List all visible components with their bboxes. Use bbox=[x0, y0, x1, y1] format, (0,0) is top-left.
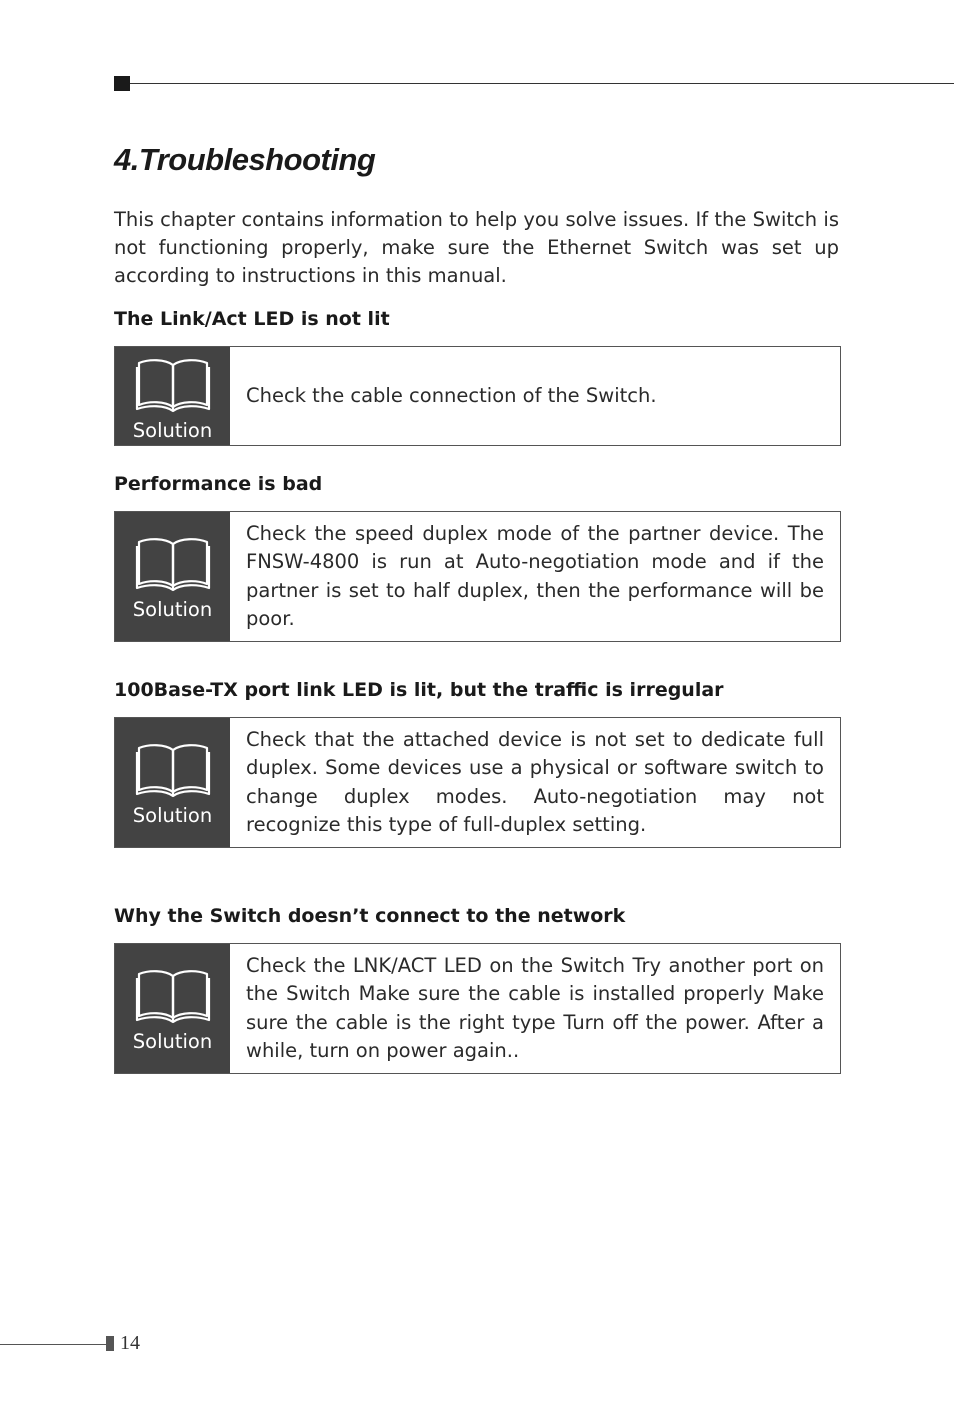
solution-label: Solution bbox=[132, 598, 213, 621]
book-icon bbox=[135, 357, 211, 415]
issue-heading-performance: Performance is bad bbox=[114, 473, 323, 495]
header-rule bbox=[130, 83, 954, 84]
chapter-intro: This chapter contains information to help you solve issues. If the Switch is not functioning properly, make sure the Ethernet Switch was set up according to instructions in this manual. bbox=[114, 208, 839, 287]
issue-heading-no-network: Why the Switch doesn’t connect to the network bbox=[114, 905, 626, 927]
solution-label: Solution bbox=[132, 804, 213, 827]
solution-box-link-act bbox=[114, 346, 841, 446]
solution-icon-cell bbox=[115, 512, 230, 641]
solution-icon-cell bbox=[115, 944, 230, 1073]
solution-text: Check the LNK/ACT LED on the Switch Try another port on the Switch Make sure the cable is installed properly Make sure the cable is the right type Turn off the power. After a while, turn on power again.. bbox=[246, 953, 824, 1062]
book-icon bbox=[135, 536, 211, 594]
solution-text: Check the cable connection of the Switch. bbox=[246, 383, 657, 407]
page-number: 14 bbox=[120, 1332, 140, 1354]
solution-text: Check that the attached device is not set to dedicate full duplex. Some devices use a physical or software switch to change duplex modes. Auto-negotiation may not recognize this type of full-duplex setting. bbox=[246, 727, 824, 836]
solution-icon-cell bbox=[115, 718, 230, 847]
solution-box-performance bbox=[114, 511, 841, 642]
footer-rule bbox=[0, 1344, 106, 1345]
solution-label: Solution bbox=[132, 419, 213, 442]
footer-marker bbox=[106, 1336, 114, 1351]
chapter-title: 4.Troubleshooting bbox=[114, 142, 376, 177]
solution-label: Solution bbox=[132, 1030, 213, 1053]
solution-box-traffic-irregular bbox=[114, 717, 841, 848]
book-icon bbox=[135, 742, 211, 800]
solution-icon-cell bbox=[115, 347, 230, 445]
solution-box-no-network bbox=[114, 943, 841, 1074]
book-icon bbox=[135, 968, 211, 1026]
issue-heading-link-act: The Link/Act LED is not lit bbox=[114, 308, 390, 330]
issue-heading-traffic-irregular: 100Base-TX port link LED is lit, but the traffic is irregular bbox=[114, 679, 724, 701]
header-marker bbox=[114, 76, 130, 91]
solution-text: Check the speed duplex mode of the partner device. The FNSW-4800 is run at Auto-negotiation mode and if the partner is set to half duplex, then the performance will be poor. bbox=[246, 521, 824, 630]
